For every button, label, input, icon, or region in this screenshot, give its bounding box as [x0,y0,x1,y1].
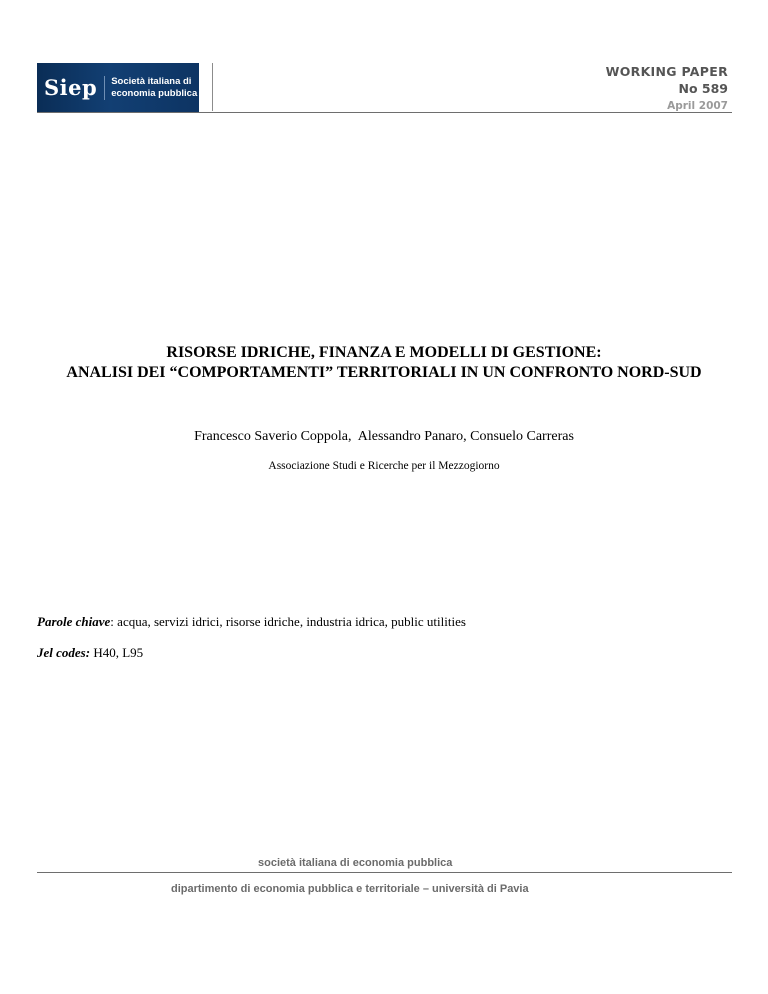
keywords-value: acqua, servizi idrici, risorse idriche, industria idrica, public utilities [117,614,466,629]
paper-title [0,343,768,383]
jel-codes-value: H40, L95 [90,645,144,660]
logo-divider [212,63,213,111]
paper-number: No 589 [678,81,728,96]
affiliation: Associazione Studi e Ricerche per il Mezzogiorno [268,460,500,472]
footer-department: dipartimento di economia pubblica e territoriale – università di Pavia [171,883,529,895]
jel-codes-label: Jel codes: [37,645,91,660]
header-rule [37,112,732,113]
title-line-2: ANALISI DEI “COMPORTAMENTI” TERRITORIALI IN UN CONFRONTO NORD-SUD [66,364,702,381]
authors: Francesco Saverio Coppola, Alessandro Panaro, Consuelo Carreras [194,429,574,444]
logo-line-1: Società italiana di [111,75,192,87]
series-label: WORKING PAPER [605,64,728,79]
siep-logo [37,63,199,112]
paper-date: April 2007 [667,100,728,112]
title-line-1: RISORSE IDRICHE, FINANZA E MODELLI DI GESTIONE: [166,344,602,361]
working-paper-info [606,64,728,114]
siep-logo-mark: Siep [44,75,98,100]
footer-rule [37,872,732,873]
keywords-label: Parole chiave [37,614,111,629]
logo-line-2: economia pubblica [111,87,198,99]
jel-codes-line [37,645,143,661]
footer-organization: società italiana di economia pubblica [258,857,453,869]
siep-logo-text [104,76,197,100]
keywords-separator: : [110,614,118,629]
keywords-line [37,614,466,630]
